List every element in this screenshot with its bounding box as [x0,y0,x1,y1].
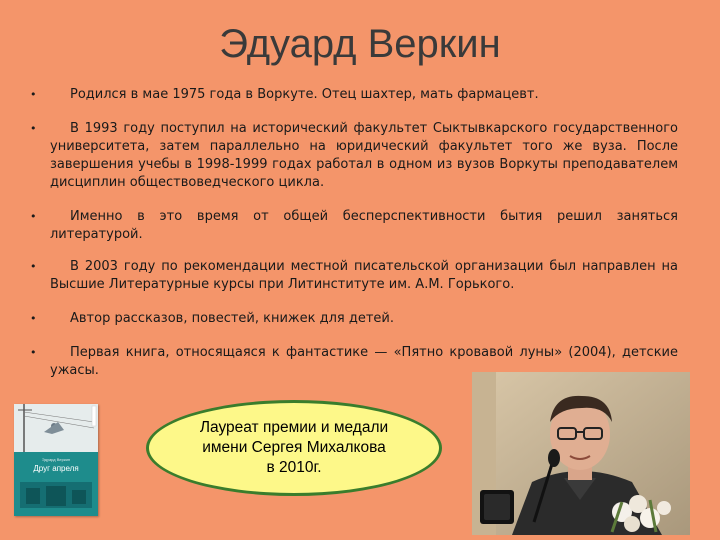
book-author: Эдуард Веркин [41,457,71,462]
author-photo [472,372,690,535]
bullet-marker: • [30,312,37,325]
bullet-marker: • [30,122,37,135]
bullet-item [30,208,678,244]
bullet-marker: • [30,88,37,101]
bullet-text: Именно в это время от общей бесперспективности бытия решил заняться литературой. [50,209,678,242]
bullet-text: Первая книга, относящаяся к фантастике — «Пятно кровавой луны» (2004), детские ужасы. [50,345,678,378]
bullet-item [30,86,678,104]
bullet-marker: • [30,346,37,359]
bullet-text: Автор рассказов, повестей, книжек для детей. [70,311,395,326]
book-cover-image [14,404,98,516]
bullet-marker: • [30,260,37,273]
bullet-item [30,258,678,294]
slide-title: Эдуард Веркин [219,22,501,66]
bullet-item [30,120,678,192]
book-title: Друг апреля [33,464,79,473]
bullet-marker: • [30,210,37,223]
bullet-text: В 2003 году по рекомендации местной писательской организации был направлен на Высшие Литературные курсы при Литинституте им. А.М. Горького. [50,259,678,292]
award-callout [146,400,442,496]
bullet-item [30,310,678,328]
bullet-text: В 1993 году поступил на исторический факультет Сыктывкарского государственного университета, затем параллельно на юридический факультет того же вуза. После завершения учебы в 1998-1999 годах работал в одном из вузов Воркуты преподавателем дисциплин обществоведческого цикла. [50,121,678,190]
author-photo-art [472,372,690,535]
bullet-text: Родился в мае 1975 года в Воркуте. Отец шахтер, мать фармацевт. [70,87,539,102]
award-text: Лауреат премии и медали имени Сергея Михалкова в 2010г. [199,419,389,476]
